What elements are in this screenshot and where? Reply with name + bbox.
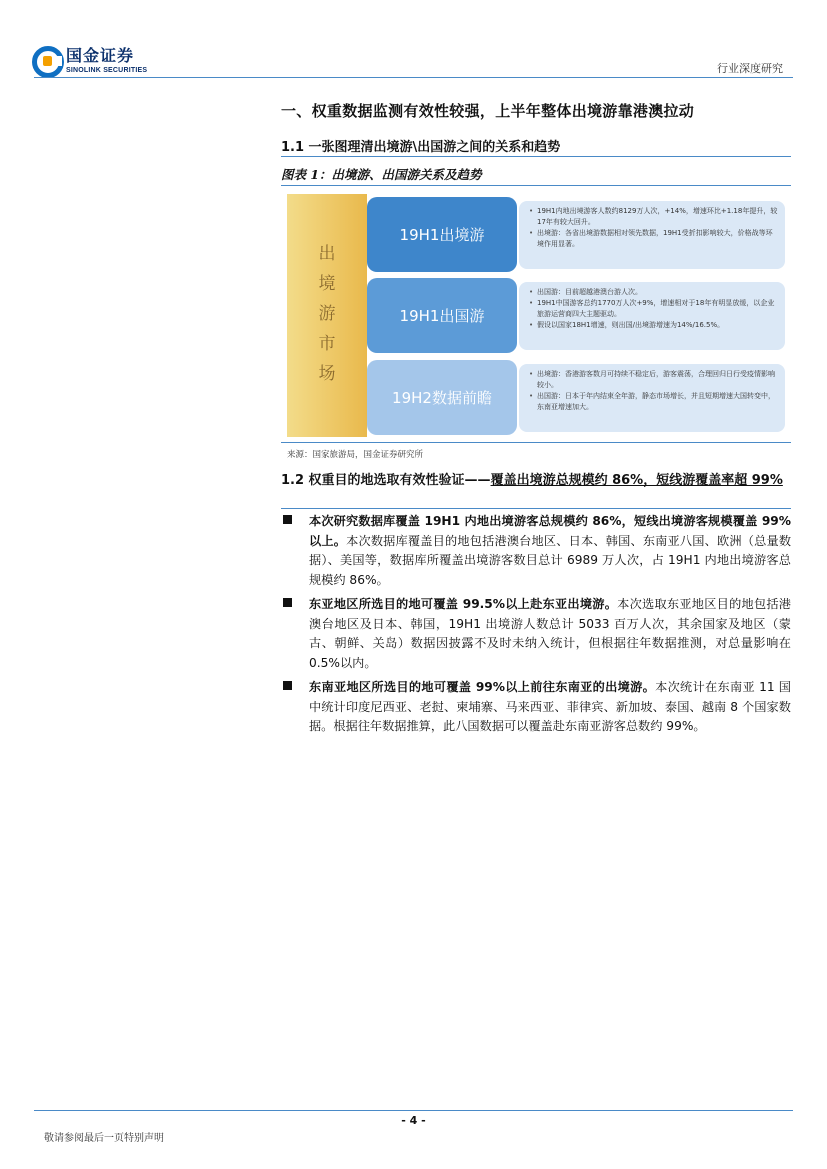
note-item: • 出境游：各省出境游数据相对领先数据，19H1受折扣影响较大，价格战等环境作用显著。 [529,228,779,250]
subsection-title-1: 1.1 一张图理清出境游\出国游之间的关系和趋势 [281,140,561,155]
disclaimer-link: 敬请参阅最后一页特别声明 [44,1133,164,1144]
report-type: 行业深度研究 [717,62,783,75]
subsection-title-2-plain: 1.2 权重目的地选取有效性验证—— [281,473,491,488]
logo-chinese-name: 国金证券 [66,46,135,65]
list-item [281,678,791,737]
square-bullet-icon [283,598,292,607]
box-19h1-overseas: 19H1出国游 [367,278,517,353]
subsection-2-divider [281,508,791,509]
note-19h2-forecast [519,364,785,432]
bullet-lead: 本次研究数据库覆盖 19H1 内地出境游客总规模约 86%，短线出境游客规模覆盖 99%以上。 [309,514,791,548]
company-logo [32,46,147,76]
list-item [281,512,791,590]
note-item: • 19H1中国游客总约1770万人次+9%，增速相对于18年有明显放缓，以企业旅游运营商四大主题驱动。 [529,298,779,320]
note-item: • 出国游：日本于年内结束全年游，静态市场增长，并且短期增速大国转变中，东南亚增速加大。 [529,391,779,413]
relationship-diagram [287,194,791,437]
note-19h1-overseas [519,282,785,350]
logo-icon [32,46,62,76]
section-title: 一、权重数据监测有效性较强，上半年整体出境游靠港澳拉动 [281,102,695,120]
figure-title-divider [281,185,791,186]
subsection-title-2 [281,472,791,490]
bullet-list [281,512,791,742]
side-label: 出境游市场 [318,244,336,384]
list-item [281,595,791,673]
square-bullet-icon [283,515,292,524]
footer-divider [34,1110,793,1111]
figure-bottom-divider [281,442,791,443]
subsection-title-2-underlined: 覆盖出境游总规模约 86%，短线游覆盖率超 99% [490,473,783,488]
bullet-body: 本次选取东亚地区目的地包括港澳台地区及日本、韩国，19H1 出境游人数总计 5033 百万人次，其余国家及地区（蒙古、朝鲜、关岛）数据因披露不及时未纳入统计，但根据往年数据推测，对总量影响在 0.5%以内。 [309,597,791,670]
figure-title: 图表 1：出境游、出国游关系及趋势 [281,167,482,182]
figure-source: 来源：国家旅游局，国金证券研究所 [287,450,424,460]
subsection-divider [281,156,791,157]
bullet-lead: 东南亚地区所选目的地可覆盖 99%以上前往东南亚的出境游。 [309,680,656,694]
note-item: • 出境游：香港游客数月可持续不稳定后，游客震荡，合理回归日行受疫情影响较小。 [529,369,779,391]
note-item: • 假设以国家18H1增速，则出国/出境游增速为14%/16.5%。 [529,320,779,331]
box-19h1-outbound: 19H1出境游 [367,197,517,272]
bullet-body: 本次数据库覆盖目的地包括港澳台地区、日本、韩国、东南亚八国、欧洲（总量数据）、美国等，数据库所覆盖出境游客数目总计 6989 万人次，占 19H1 内地出境游客总规模约 86%。 [309,533,792,587]
note-item: • 出国游：目前超越港澳台游人次。 [529,287,779,298]
square-bullet-icon [283,681,292,690]
logo-english-name: SINOLINK SECURITIES [66,67,148,74]
side-label-bar [287,194,367,437]
note-item: • 19H1内地出境游客人数约8129万人次，+14%，增速环比+1.18年提升，较17年有较大回升。 [529,206,779,228]
bullet-body: 本次统计在东南亚 11 国中统计印度尼西亚、老挝、柬埔寨、马来西亚、菲律宾、新加坡、泰国、越南 8 个国家数据。根据往年数据推算，此八国数据可以覆盖赴东南亚游客总数约 99%。 [309,680,791,733]
page-number: - 4 - [401,1114,426,1127]
box-19h2-forecast: 19H2数据前瞻 [367,360,517,435]
bullet-lead: 东亚地区所选目的地可覆盖 99.5%以上赴东亚出境游。 [309,597,618,611]
note-19h1-outbound [519,201,785,269]
header-divider [34,77,793,78]
